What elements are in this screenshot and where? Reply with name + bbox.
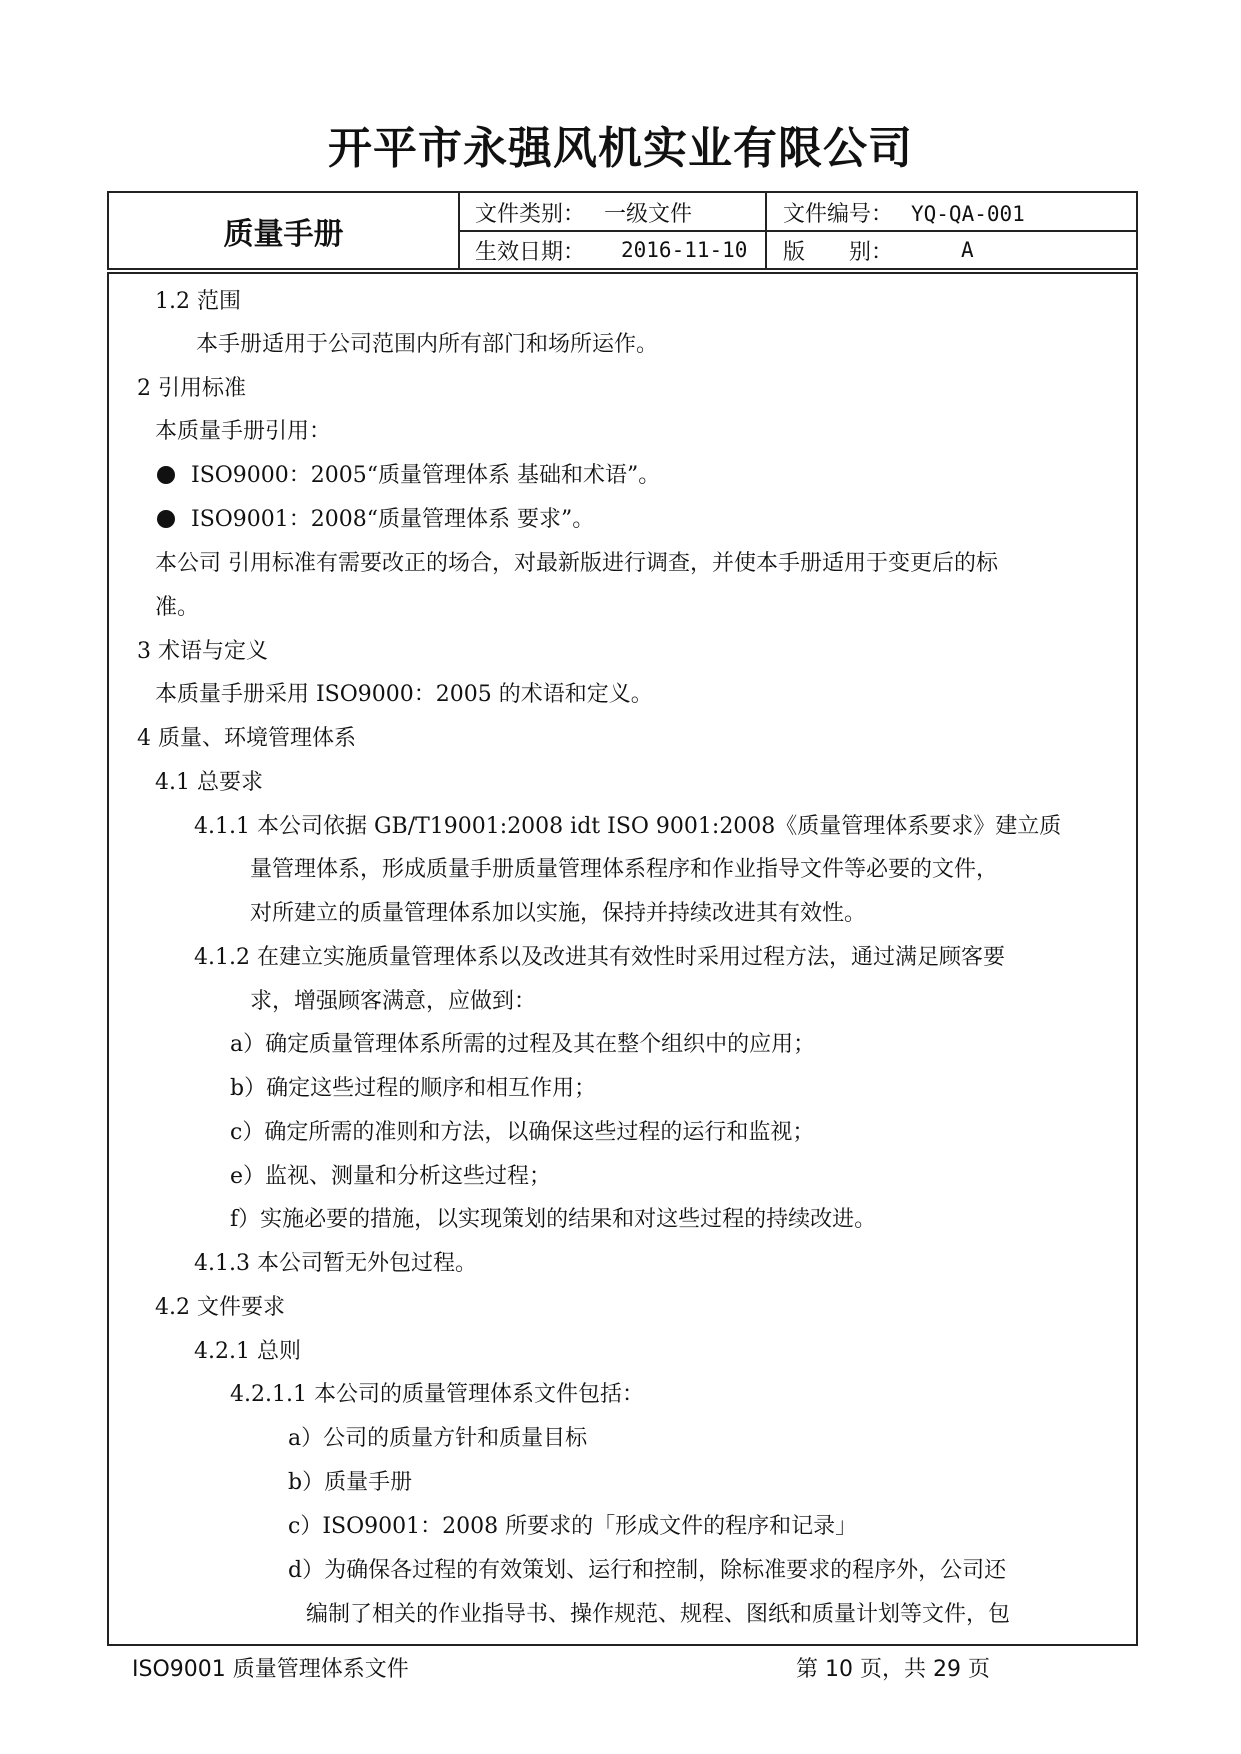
document-header-table xyxy=(107,191,1138,270)
bullet-item xyxy=(157,461,660,491)
list-item: 编制了相关的作业指导书、操作规范、规程、图纸和质量计划等文件，包 xyxy=(306,1602,1011,1627)
paragraph: 本质量手册采用 ISO9000：2005 的术语和定义。 xyxy=(155,682,653,707)
paragraph: 准。 xyxy=(155,595,200,620)
paragraph: 求，增强顾客满意，应做到： xyxy=(250,989,537,1014)
effective-date-label: 生效日期： xyxy=(475,239,586,265)
list-item: a）确定质量管理体系所需的过程及其在整个组织中的应用； xyxy=(230,1032,816,1057)
company-name: 开平市永强风机实业有限公司 xyxy=(328,123,913,174)
footer-page-number: 第 10 页，共 29 页 xyxy=(796,1657,990,1682)
list-item: e）监视、测量和分析这些过程； xyxy=(230,1164,552,1189)
bullet-text: ISO9001：2008“质量管理体系 要求”。 xyxy=(191,507,595,532)
bullet-text: ISO9000：2005“质量管理体系 基础和术语”。 xyxy=(191,463,661,488)
version-label: 版 别： xyxy=(783,239,894,265)
paragraph: 4.1.3 本公司暂无外包过程。 xyxy=(194,1251,477,1276)
bullet-icon xyxy=(157,510,175,528)
paragraph: 本质量手册引用： xyxy=(155,419,332,444)
section-heading: 4.2 文件要求 xyxy=(155,1295,285,1320)
bullet-item xyxy=(157,505,594,535)
paragraph: 量管理体系，形成质量手册质量管理体系程序和作业指导文件等必要的文件， xyxy=(250,857,999,882)
doc-type-value: 一级文件 xyxy=(604,201,693,227)
list-item: c）ISO9001：2008 所要求的「形成文件的程序和记录」 xyxy=(288,1514,858,1539)
paragraph: 4.1.1 本公司依据 GB/T19001:2008 idt ISO 9001:2008《质量管理体系要求》建立质 xyxy=(194,814,1062,839)
bullet-icon xyxy=(157,466,175,484)
paragraph: 对所建立的质量管理体系加以实施，保持并持续改进其有效性。 xyxy=(250,901,867,926)
paragraph: 本公司 引用标准有需要改正的场合，对最新版进行调查，并使本手册适用于变更后的标 xyxy=(155,551,998,576)
section-heading: 3 术语与定义 xyxy=(137,639,268,664)
list-item: a）公司的质量方针和质量目标 xyxy=(288,1426,588,1451)
section-heading: 4.1 总要求 xyxy=(155,770,263,795)
section-heading: 1.2 范围 xyxy=(155,289,241,314)
footer-document-name: ISO9001 质量管理体系文件 xyxy=(132,1657,409,1682)
doc-number-value: YQ-QA-001 xyxy=(911,202,1025,226)
manual-title: 质量手册 xyxy=(223,216,344,252)
list-item: b）确定这些过程的顺序和相互作用； xyxy=(230,1076,597,1101)
paragraph: 本手册适用于公司范围内所有部门和场所运作。 xyxy=(196,332,659,357)
list-item: c）确定所需的准则和方法，以确保这些过程的运行和监视； xyxy=(230,1120,815,1145)
section-heading: 2 引用标准 xyxy=(137,376,246,401)
doc-number-label: 文件编号： xyxy=(783,201,894,227)
version-value: A xyxy=(961,238,974,262)
paragraph: 4.2.1.1 本公司的质量管理体系文件包括： xyxy=(230,1382,644,1407)
list-item: b）质量手册 xyxy=(288,1470,413,1495)
list-item: d）为确保各过程的有效策划、运行和控制，除标准要求的程序外，公司还 xyxy=(288,1558,1007,1583)
section-heading: 4 质量、环境管理体系 xyxy=(137,726,356,751)
effective-date-value: 2016-11-10 xyxy=(621,238,748,262)
section-heading: 4.2.1 总则 xyxy=(194,1339,301,1364)
paragraph: 4.1.2 在建立实施质量管理体系以及改进其有效性时采用过程方法，通过满足顾客要 xyxy=(194,945,1005,970)
list-item: f）实施必要的措施，以实现策划的结果和对这些过程的持续改进。 xyxy=(230,1207,877,1232)
doc-type-label: 文件类别： xyxy=(475,201,586,227)
